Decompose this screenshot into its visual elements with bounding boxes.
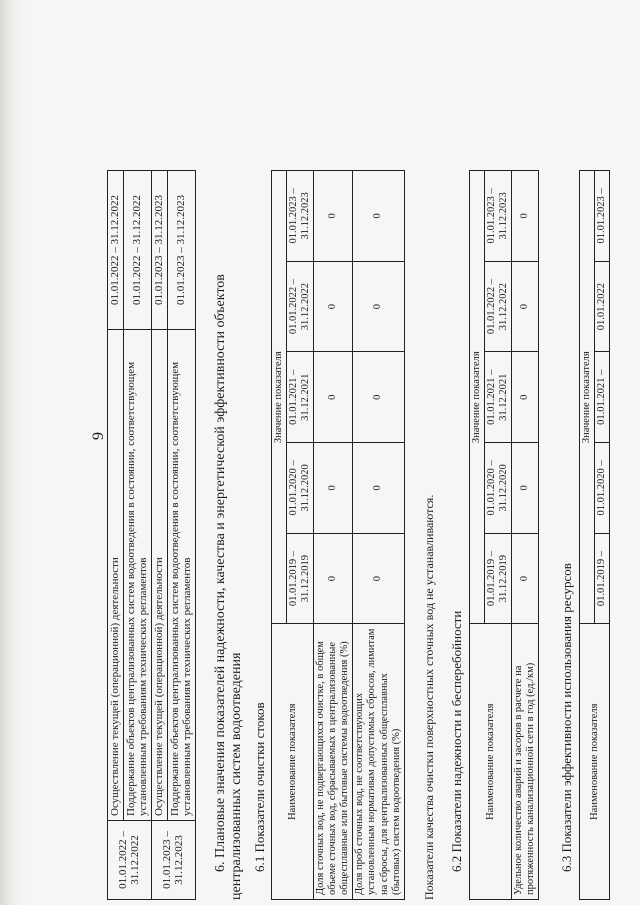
table-header-row [470,171,485,900]
column-header: 01.01.2019 – 31.12.2019 [485,533,512,624]
metric-value: 0 [314,261,353,352]
metric-name: Удельное количество аварий и засоров в расчете на протяженность канализационной сети в год (ед./км) [512,624,539,900]
column-header: 01.01.2019 – 31.12.2019 [287,533,314,624]
activities-table [107,170,196,900]
column-header: 01.01.2022 – 31.12.2022 [287,261,314,352]
metric-value: 0 [314,171,353,262]
scan-edge [0,0,26,905]
section-number: 6. [213,861,228,872]
metric-value: 0 [314,533,353,624]
metric-value: 0 [314,443,353,534]
period-cell: 01.01.2022 – 31.12.2022 [108,821,152,900]
column-header: 01.01.2019 – [595,533,610,624]
header-value: Значение показателя [580,171,595,624]
table-row [151,171,167,900]
activity-cell: Поддержание объектов централизованных систем водоотведения в состоянии, соответствующем установленным требованиям технических регламентов [123,330,151,821]
table-row [314,171,353,900]
metric-value: 0 [353,171,404,262]
column-header: 01.01.2021 – 31.12.2021 [485,352,512,443]
range-cell: 01.01.2023 – 31.12.2023 [151,171,167,330]
metric-value: 0 [512,533,539,624]
table-row [108,171,124,900]
header-name: Наименование показателя [580,624,610,900]
period-cell: 01.01.2023 – 31.12.2023 [151,821,195,900]
table-row [512,171,539,900]
table-header-row [580,171,595,900]
table-6-3 [579,170,610,900]
section-title: Плановые значения показателей надежности, качества и энергетической эффективности объектов централизованных систем водоотведения [213,274,245,900]
column-header: 01.01.2023 – 31.12.2023 [287,171,314,262]
range-cell: 01.01.2022 – 31.12.2022 [123,171,151,330]
metric-value: 0 [353,352,404,443]
table-row [353,171,404,900]
metric-value: 0 [512,261,539,352]
header-value: Значение показателя [272,171,287,624]
range-cell: 01.01.2023 – 31.12.2023 [167,171,195,330]
column-header: 01.01.2023 – [595,171,610,262]
section-6-3-title: 6.3 Показатели эффективности использования ресурсов [559,563,574,872]
section-6-1-title: 6.1 Показатели очистки стоков [252,702,267,872]
metric-name: Доля сточных вод, не подвергающихся очистке, в общем объеме сточных вод, сбрасываемых в централизованные общесплавные или бытовые системы водоотведения (%) [314,624,353,900]
table-row [167,171,195,900]
header-name: Наименование показателя [272,624,314,900]
column-header: 01.01.2020 – 31.12.2020 [485,443,512,534]
column-header: 01.01.2021 – [595,352,610,443]
metric-value: 0 [512,171,539,262]
activity-cell: Осуществление текущей (операционной) деятельности [151,330,167,821]
activity-cell: Осуществление текущей (операционной) деятельности [108,330,124,821]
note-surface-water: Показатели качества очистки поверхностных сточных вод не устанавливаются. [422,494,436,900]
page-number: 9 [90,432,107,440]
column-header: 01.01.2020 – 31.12.2020 [287,443,314,534]
table-6-2 [469,170,539,900]
column-header: 01.01.2022 [595,261,610,352]
activity-cell: Поддержание объектов централизованных систем водоотведения в состоянии, соответствующем установленным требованиям технических регламентов [167,330,195,821]
table-row [123,171,151,900]
column-header: 01.01.2020 – [595,443,610,534]
column-header: 01.01.2021 – 31.12.2021 [287,352,314,443]
metric-value: 0 [512,352,539,443]
metric-name: Доля проб сточных вод, не соответствующих установленным нормативам допустимых сбросов, лимитам на сбросы, для централизованных общесплавных (бытовых) систем водоотведения (%) [353,624,404,900]
rotated-document [105,10,625,900]
section-6-heading [213,160,245,900]
header-value: Значение показателя [470,171,485,624]
metric-value: 0 [314,352,353,443]
section-6-2-title: 6.2 Показатели надежности и бесперебойности [449,610,464,872]
table-6-1 [271,170,405,900]
column-header: 01.01.2023 – 31.12.2023 [485,171,512,262]
metric-value: 0 [512,443,539,534]
table-header-row [272,171,287,900]
metric-value: 0 [353,443,404,534]
metric-value: 0 [353,533,404,624]
range-cell: 01.01.2022 – 31.12.2022 [108,171,124,330]
metric-value: 0 [353,261,404,352]
header-name: Наименование показателя [470,624,512,900]
column-header: 01.01.2022 – 31.12.2022 [485,261,512,352]
